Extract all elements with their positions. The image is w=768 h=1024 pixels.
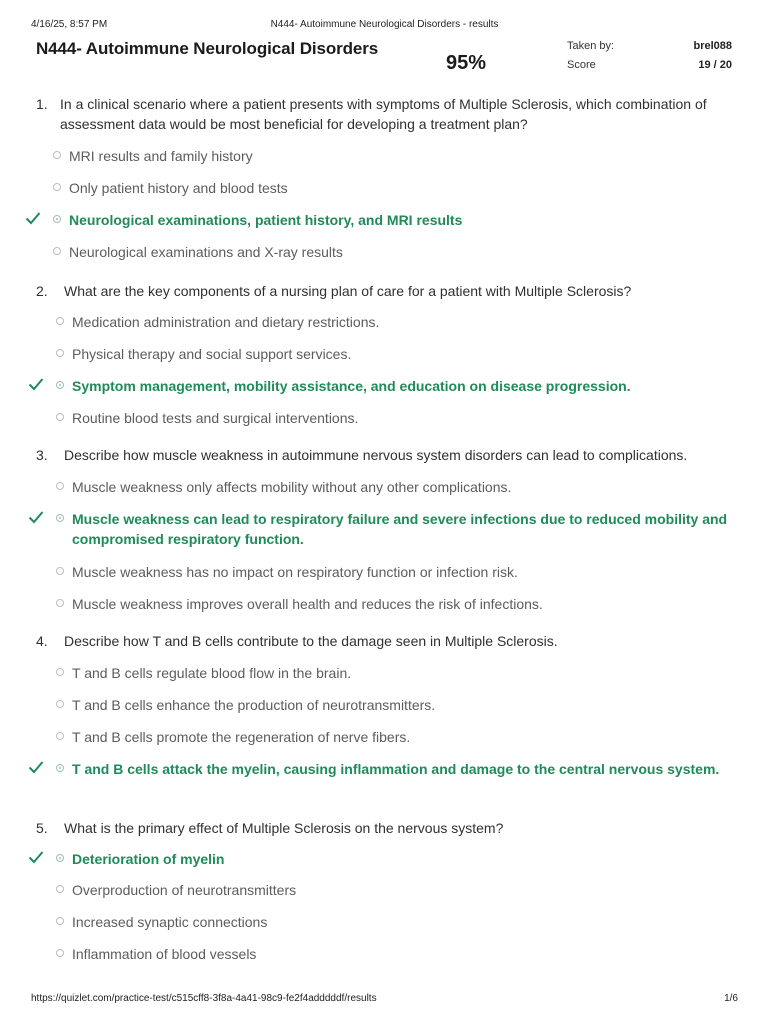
- page-title: N444- Autoimmune Neurological Disorders: [36, 39, 379, 58]
- question-text: In a clinical scenario where a patient presents with symptoms of Multiple Sclerosis, which combination of assessment data would be most beneficial for developing a treatment plan?: [60, 96, 707, 132]
- question-number: 3.: [36, 447, 48, 463]
- question-text: Describe how muscle weakness in autoimmune nervous system disorders can lead to complications.: [64, 447, 688, 463]
- print-title: N444- Autoimmune Neurological Disorders - results: [270, 19, 499, 30]
- answer-text: Only patient history and blood tests: [69, 180, 288, 196]
- answer-option[interactable]: [56, 477, 768, 497]
- answer-option-correct[interactable]: [53, 210, 768, 230]
- radio-icon: [56, 668, 64, 676]
- answer-option[interactable]: [56, 344, 768, 364]
- question-prompt: [36, 281, 738, 301]
- question-1: [36, 94, 738, 134]
- radio-icon: [56, 381, 64, 389]
- answer-option-correct[interactable]: [56, 849, 768, 869]
- question-prompt: [36, 631, 738, 651]
- answer-option-correct[interactable]: [56, 509, 768, 549]
- question-2: [36, 281, 738, 301]
- answer-text: Neurological examinations and X-ray results: [69, 244, 343, 260]
- radio-icon: [56, 854, 64, 862]
- radio-icon: [56, 917, 64, 925]
- radio-icon: [56, 764, 64, 772]
- check-icon: [28, 377, 44, 391]
- radio-icon: [56, 949, 64, 957]
- check-icon: [28, 850, 44, 864]
- answer-text: Neurological examinations, patient history, and MRI results: [69, 212, 463, 228]
- question-3: [36, 445, 738, 465]
- score-value: 19 / 20: [698, 59, 732, 71]
- question-number: 4.: [36, 633, 48, 649]
- answer-text: T and B cells enhance the production of neurotransmitters.: [72, 697, 436, 713]
- question-number: 1.: [36, 96, 48, 112]
- answer-option[interactable]: [56, 727, 768, 747]
- radio-icon: [56, 514, 64, 522]
- answer-option[interactable]: [56, 695, 768, 715]
- answer-option-correct[interactable]: [56, 376, 768, 396]
- radio-icon: [56, 317, 64, 325]
- answer-option[interactable]: [56, 408, 768, 428]
- answer-text: Physical therapy and social support services.: [72, 346, 352, 362]
- radio-icon: [56, 732, 64, 740]
- print-date: 4/16/25, 8:57 PM: [31, 19, 108, 30]
- answer-option[interactable]: [56, 944, 768, 964]
- check-icon: [25, 211, 41, 225]
- answer-text: Inflammation of blood vessels: [72, 946, 257, 962]
- answer-text: Symptom management, mobility assistance, and education on disease progression.: [72, 378, 631, 394]
- check-icon: [28, 510, 44, 524]
- radio-icon: [53, 215, 61, 223]
- page-number: 1/6: [724, 993, 738, 1004]
- answer-option[interactable]: [56, 562, 768, 582]
- question-prompt: [36, 818, 738, 838]
- question-text: What is the primary effect of Multiple Sclerosis on the nervous system?: [64, 820, 504, 836]
- question-text: Describe how T and B cells contribute to the damage seen in Multiple Sclerosis.: [64, 633, 558, 649]
- question-5: [36, 818, 738, 838]
- answer-option[interactable]: [56, 594, 768, 614]
- answer-text: Overproduction of neurotransmitters: [72, 882, 297, 898]
- answer-text: Routine blood tests and surgical interventions.: [72, 410, 359, 426]
- answer-text: T and B cells attack the myelin, causing inflammation and damage to the central nervous system.: [72, 761, 720, 777]
- answer-text: MRI results and family history: [69, 148, 253, 164]
- radio-icon: [53, 151, 61, 159]
- answer-option[interactable]: [56, 663, 768, 683]
- radio-icon: [53, 183, 61, 191]
- question-number: 2.: [36, 283, 48, 299]
- radio-icon: [56, 567, 64, 575]
- taken-by-label: Taken by:: [567, 40, 615, 52]
- answer-option[interactable]: [53, 146, 768, 166]
- answer-text: Muscle weakness improves overall health and reduces the risk of infections.: [72, 596, 543, 612]
- answer-text: T and B cells promote the regeneration of nerve fibers.: [72, 729, 411, 745]
- answer-option[interactable]: [53, 178, 768, 198]
- answer-option[interactable]: [56, 880, 768, 900]
- radio-icon: [56, 599, 64, 607]
- radio-icon: [56, 413, 64, 421]
- radio-icon: [53, 247, 61, 255]
- question-prompt: [36, 94, 738, 134]
- print-url[interactable]: https://quizlet.com/practice-test/c515cff8-3f8a-4a41-98c9-fe2f4adddddf/results: [31, 993, 377, 1004]
- check-icon: [28, 760, 44, 774]
- answer-text: Muscle weakness only affects mobility without any other complications.: [72, 479, 512, 495]
- answer-text: Muscle weakness can lead to respiratory failure and severe infections due to reduced mobility and compromised respiratory function.: [72, 511, 728, 547]
- answer-text: Muscle weakness has no impact on respiratory function or infection risk.: [72, 564, 518, 580]
- answer-option[interactable]: [56, 912, 768, 932]
- question-text: What are the key components of a nursing plan of care for a patient with Multiple Sclerosis?: [64, 283, 632, 299]
- radio-icon: [56, 482, 64, 490]
- question-number: 5.: [36, 820, 48, 836]
- answer-text: Medication administration and dietary restrictions.: [72, 314, 380, 330]
- answer-option[interactable]: [56, 312, 768, 332]
- radio-icon: [56, 700, 64, 708]
- radio-icon: [56, 349, 64, 357]
- answer-text: T and B cells regulate blood flow in the brain.: [72, 665, 352, 681]
- answer-option-correct[interactable]: [56, 759, 768, 779]
- score-percent: 95%: [446, 52, 487, 74]
- question-prompt: [36, 445, 738, 465]
- radio-icon: [56, 885, 64, 893]
- score-label: Score: [567, 59, 596, 71]
- taken-by-value: brel088: [693, 40, 732, 52]
- answer-text: Increased synaptic connections: [72, 914, 268, 930]
- answer-text: Deterioration of myelin: [72, 851, 225, 867]
- answer-option[interactable]: [53, 242, 768, 262]
- question-4: [36, 631, 738, 651]
